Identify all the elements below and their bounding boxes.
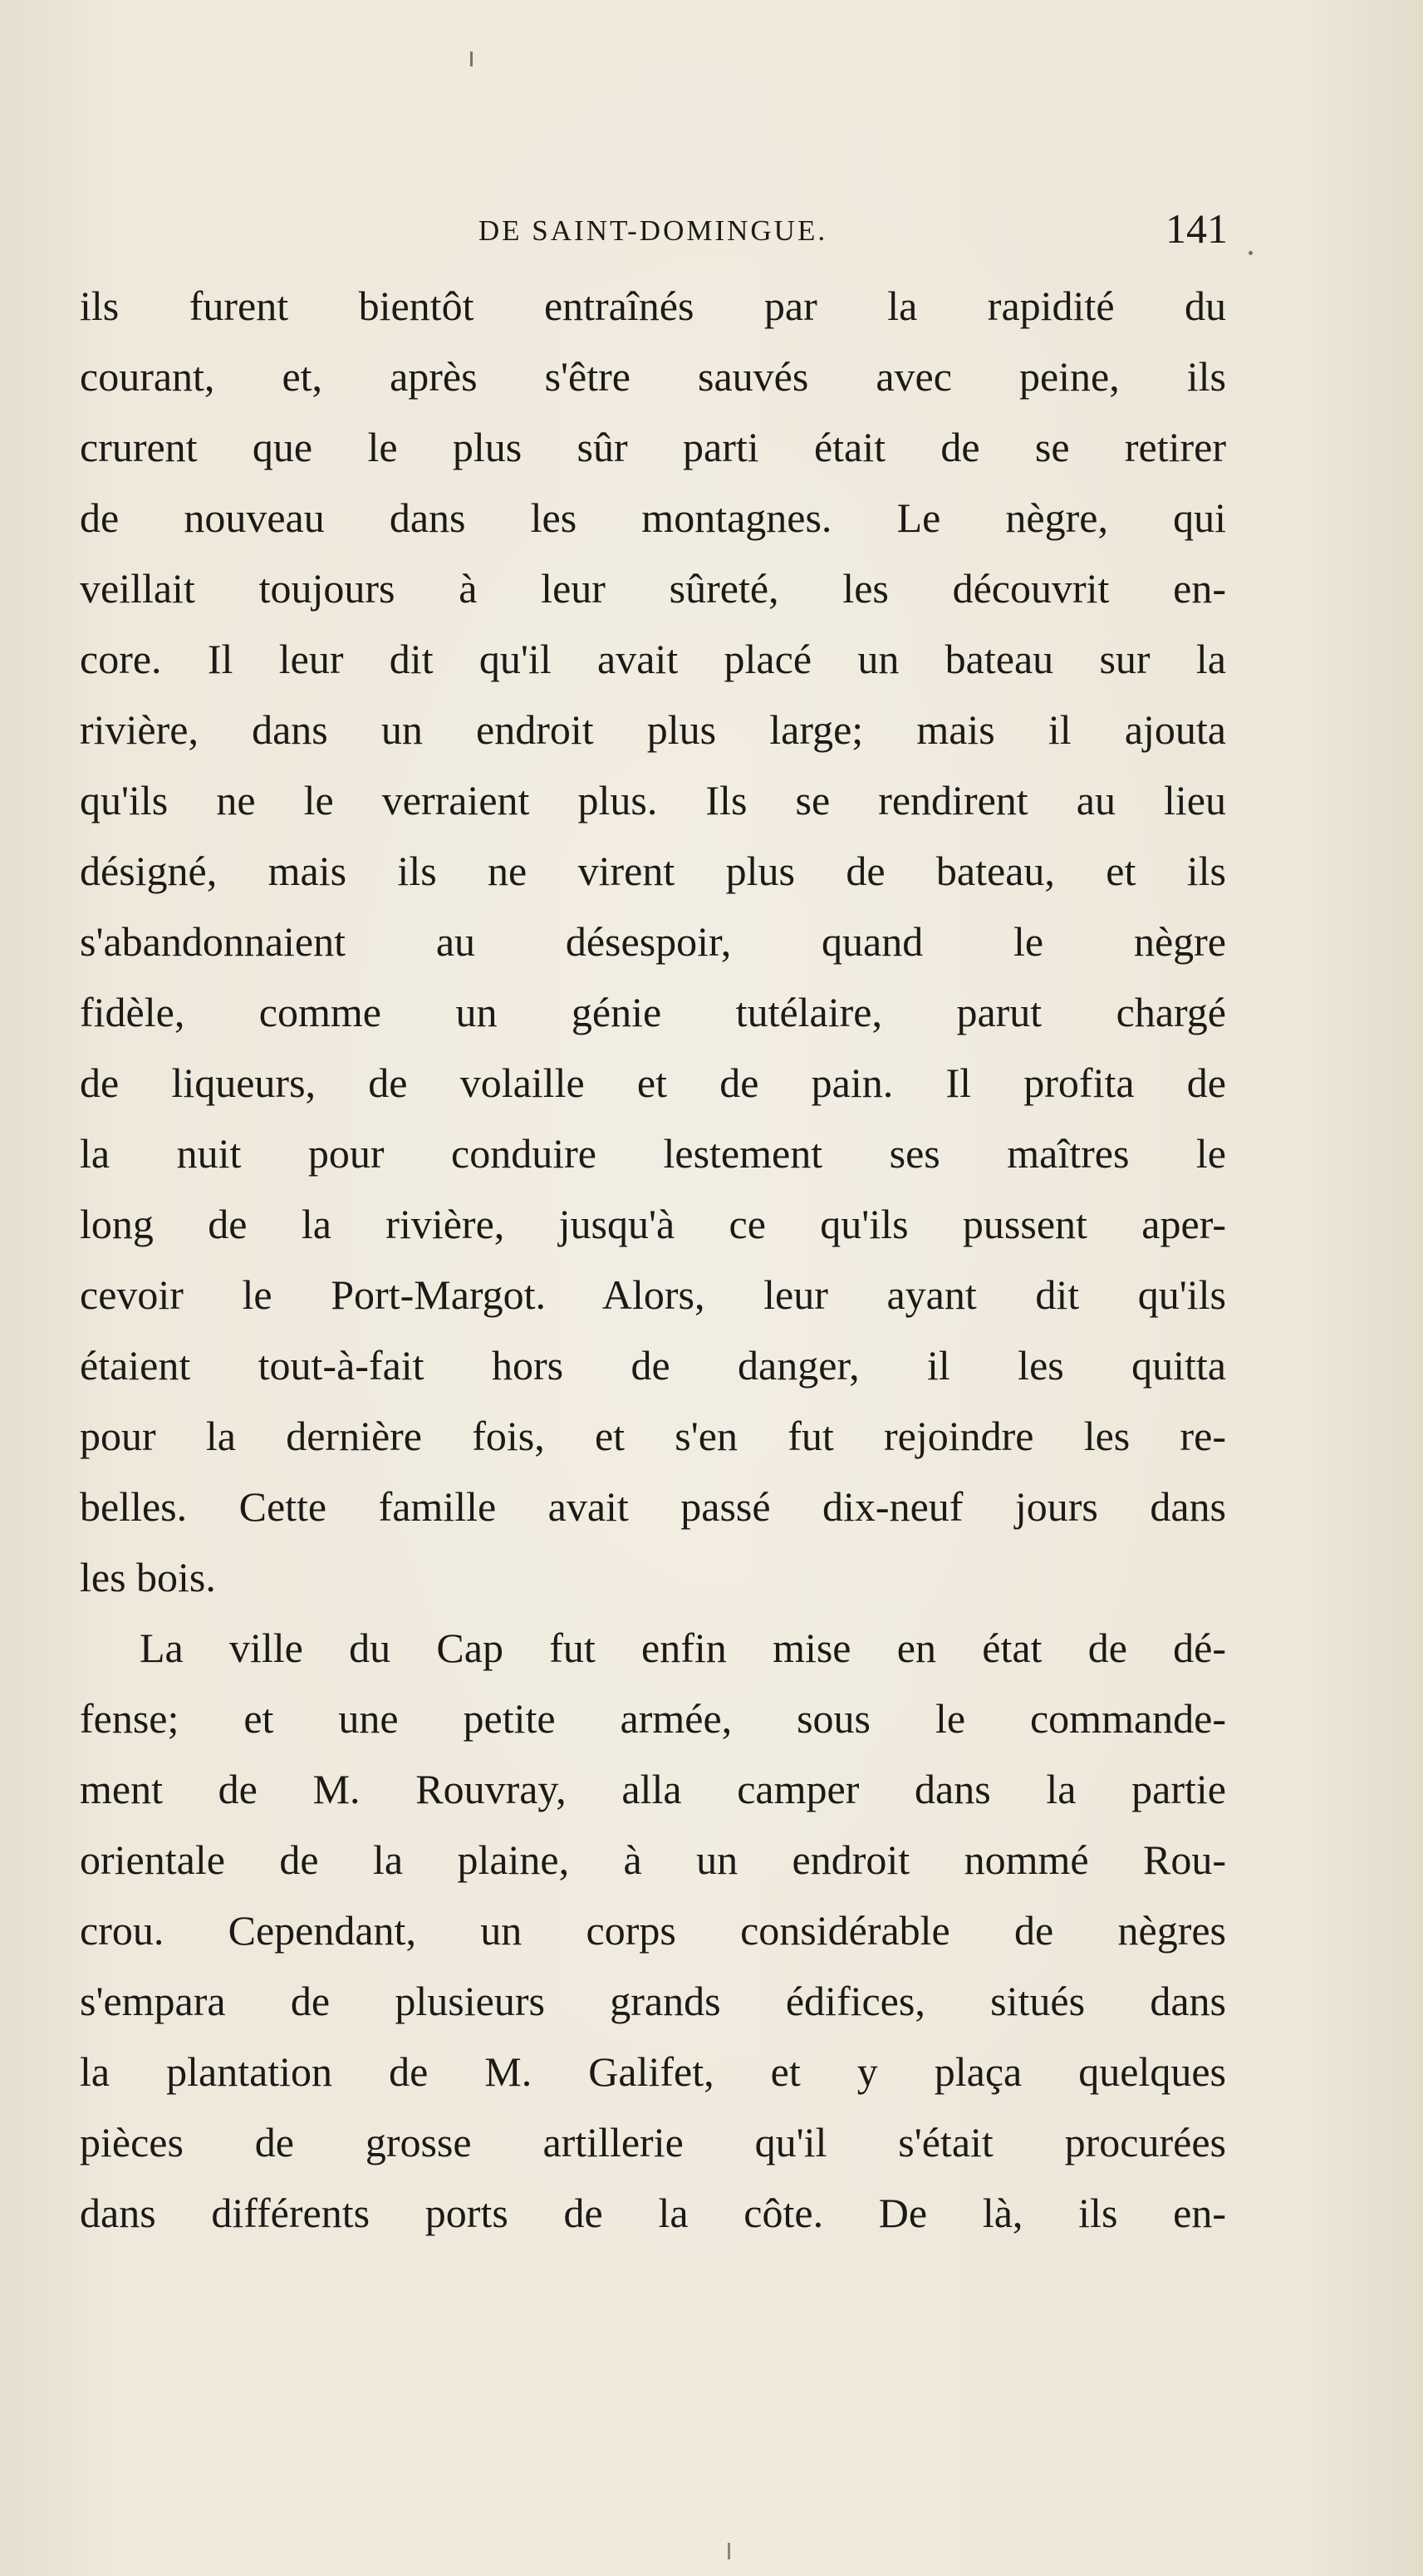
stray-mark-top bbox=[470, 52, 473, 66]
text-line: long de la rivière, jusqu'à ce qu'ils pussent aper- bbox=[80, 1201, 1226, 1247]
text-line: veillait toujours à leur sûreté, les découvrit en- bbox=[80, 565, 1226, 612]
running-title: DE SAINT-DOMINGUE. bbox=[478, 214, 828, 247]
stray-mark-bottom bbox=[728, 2543, 730, 2559]
text-line: core. Il leur dit qu'il avait placé un bateau sur la bbox=[80, 636, 1226, 682]
text-line: ils furent bientôt entraînés par la rapidité du bbox=[80, 283, 1226, 329]
text-line-paragraph-start: La ville du Cap fut enfin mise en état de dé- bbox=[140, 1625, 1226, 1671]
text-line: orientale de la plaine, à un endroit nommé Rou- bbox=[80, 1836, 1226, 1883]
text-line: crurent que le plus sûr parti était de se retirer bbox=[80, 424, 1226, 470]
text-line: désigné, mais ils ne virent plus de bateau, et ils bbox=[80, 848, 1226, 894]
body-text bbox=[80, 271, 1226, 2249]
text-line: s'empara de plusieurs grands édifices, situés dans bbox=[80, 1978, 1226, 2024]
page-number: 141 bbox=[1165, 205, 1228, 252]
text-line: pour la dernière fois, et s'en fut rejoindre les re- bbox=[80, 1413, 1226, 1459]
text-line: de liqueurs, de volaille et de pain. Il profita de bbox=[80, 1059, 1226, 1106]
text-line: belles. Cette famille avait passé dix-neuf jours dans bbox=[80, 1483, 1226, 1530]
text-line: la plantation de M. Galifet, et y plaça quelques bbox=[80, 2048, 1226, 2095]
stray-mark-right bbox=[1249, 251, 1253, 255]
text-line: ment de M. Rouvray, alla camper dans la partie bbox=[80, 1766, 1226, 1812]
text-line: étaient tout-à-fait hors de danger, il les quitta bbox=[80, 1342, 1226, 1389]
text-line: qu'ils ne le verraient plus. Ils se rendirent au lieu bbox=[80, 777, 1226, 823]
text-line: fense; et une petite armée, sous le commande- bbox=[80, 1695, 1226, 1742]
text-line: s'abandonnaient au désespoir, quand le nègre bbox=[80, 918, 1226, 965]
text-line: fidèle, comme un génie tutélaire, parut chargé bbox=[80, 989, 1226, 1035]
text-line: pièces de grosse artillerie qu'il s'était procurées bbox=[80, 2119, 1226, 2166]
text-line: courant, et, après s'être sauvés avec peine, ils bbox=[80, 353, 1226, 400]
text-line: de nouveau dans les montagnes. Le nègre, qui bbox=[80, 494, 1226, 541]
text-line: crou. Cependant, un corps considérable de nègres bbox=[80, 1907, 1226, 1954]
text-line: rivière, dans un endroit plus large; mais il ajouta bbox=[80, 706, 1226, 753]
text-line: dans différents ports de la côte. De là, ils en- bbox=[80, 2190, 1226, 2236]
text-line: cevoir le Port-Margot. Alors, leur ayant dit qu'ils bbox=[80, 1271, 1226, 1318]
text-line: la nuit pour conduire lestement ses maîtres le bbox=[80, 1130, 1226, 1177]
page-header bbox=[80, 205, 1228, 258]
text-line-paragraph-end: les bois. bbox=[80, 1554, 216, 1600]
